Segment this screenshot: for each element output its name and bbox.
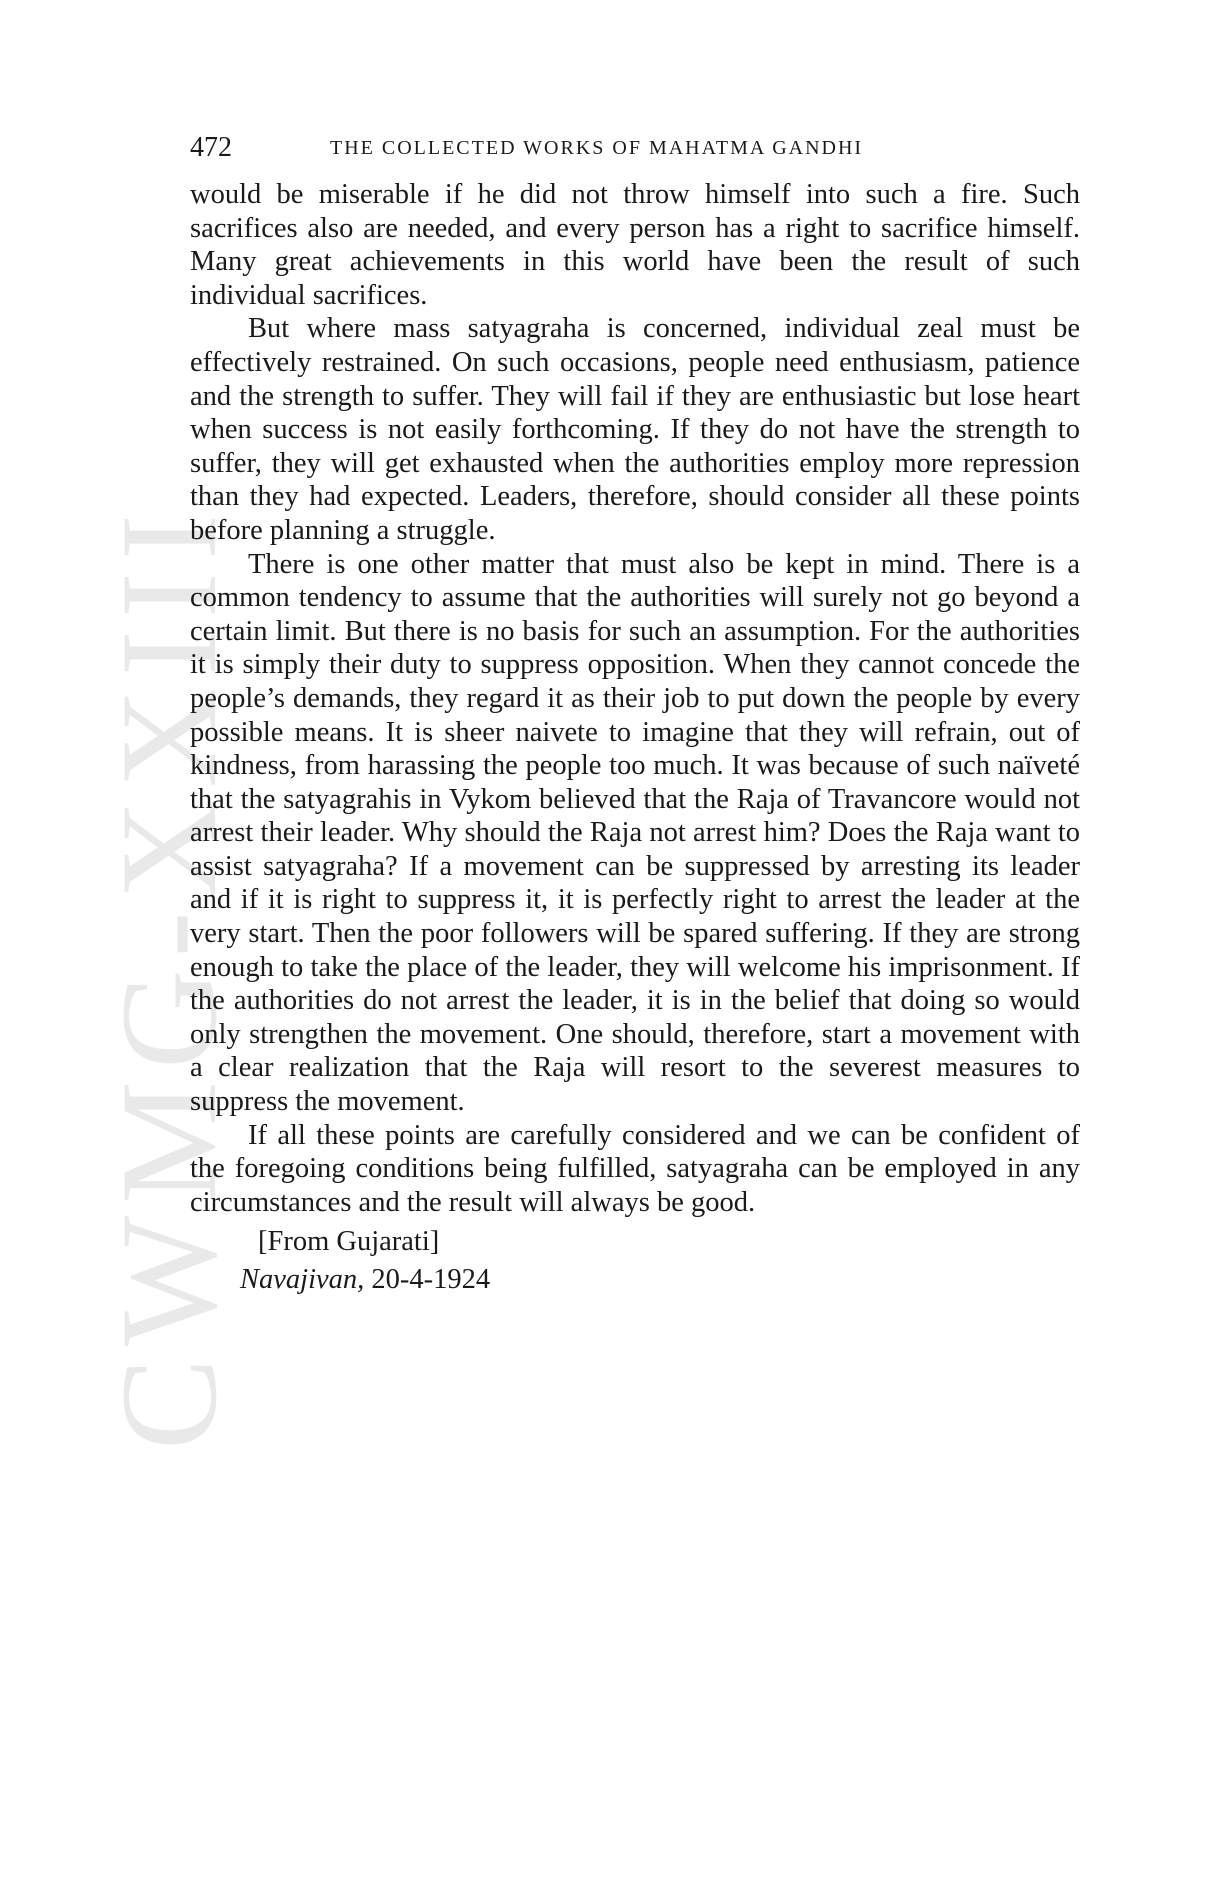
citation: [190, 1261, 1080, 1299]
watermark: CWMG-XXIII: [92, 502, 245, 1450]
source-note: [From Gujarati]: [258, 1226, 440, 1258]
paragraph: If all these points are carefully considered and we can be confident of the foregoing conditions being fulfilled, satyagraha can be employed in any circumstances and the result will always be good.: [190, 1119, 1080, 1218]
publication-name: Navajivan,: [240, 1264, 365, 1296]
page-number: 472: [190, 132, 232, 163]
body-text: [190, 178, 1080, 1219]
paragraph-continued: would be miserable if he did not throw himself into such a fire. Such sacrifices also are needed, and every person has a right to sacrifice himself. Many great achievements in this world have been the result of such individual sacrifices.: [190, 179, 1080, 311]
running-head: [190, 128, 1080, 168]
document-page: [190, 128, 1080, 1299]
paragraph: But where mass satyagraha is concerned, individual zeal must be effectively restrained. On such occasions, people need enthusiasm, patience and the strength to suffer. They will fail if they are enthusiastic but lose heart when success is not easily forthcoming. If they do not have the strength to suffer, they will get exhausted when the authorities employ more repression than they had expected. Leaders, therefore, should consider all these points before planning a struggle.: [190, 313, 1080, 546]
running-title: THE COLLECTED WORKS OF MAHATMA GANDHI: [330, 137, 864, 159]
paragraph: There is one other matter that must also be kept in mind. There is a common tendency to assume that the authorities will surely not go beyond a certain limit. But there is no basis for such an assumption. For the authorities it is simply their duty to suppress opposition. When they cannot concede the people’s demands, they regard it as their job to put down the people by every possible means. It is sheer naivete to imagine that they will refrain, out of kindness, from harassing the people too much. It was because of such naïveté that the satyagrahis in Vykom believed that the Raja of Travancore would not arrest their leader. Why should the Raja not arrest him? Does the Raja want to assist satyagraha? If a movement can be suppressed by arresting its leader and if it is right to suppress it, it is perfectly right to arrest the leader at the very start. Then the poor followers will be spared suffering. If they are strong enough to take the place of the leader, they will welcome his imprisonment. If the authorities do not arrest the leader, it is in the belief that doing so would only strengthen the movement. One should, therefore, start a movement with a clear realization that the Raja will resort to the severest measures to suppress the movement.: [190, 548, 1080, 1118]
publication-date: 20-4-1924: [371, 1264, 491, 1296]
